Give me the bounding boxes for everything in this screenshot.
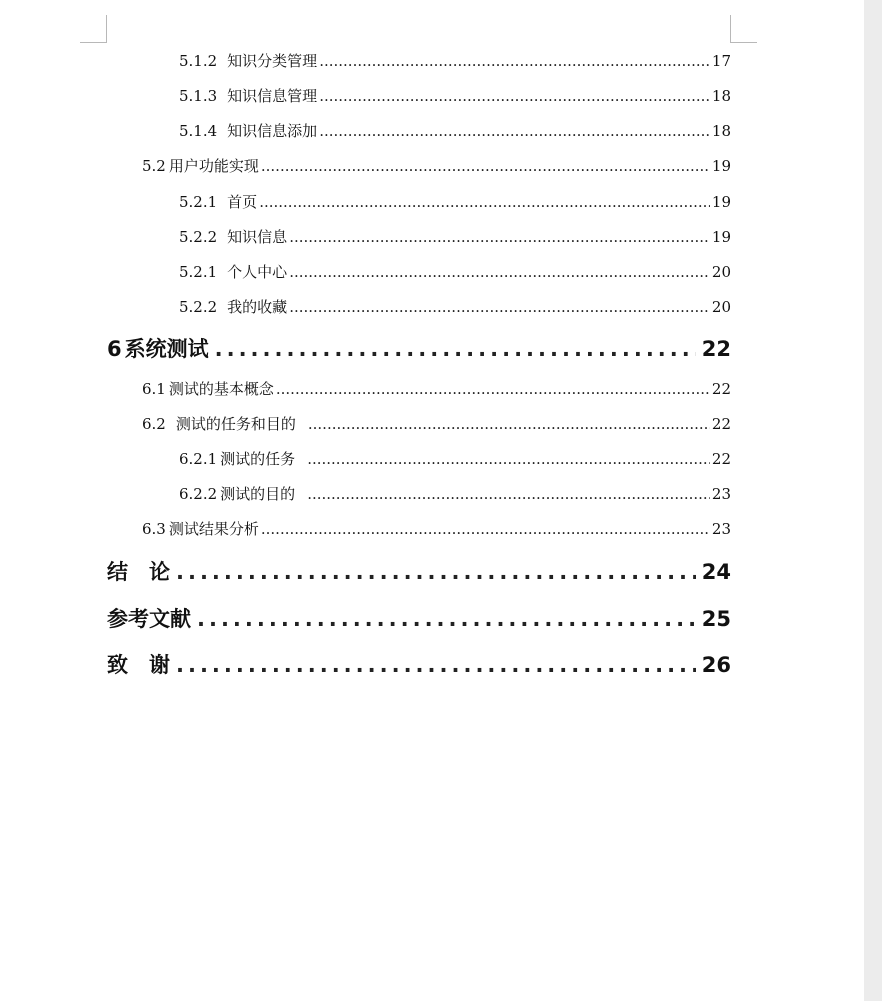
toc-leader-dots xyxy=(276,380,710,398)
toc-page-number: 24 xyxy=(701,560,731,584)
toc-entry-title: 知识信息 xyxy=(227,228,288,246)
toc-leader-dots xyxy=(259,193,710,211)
toc-page-number: 23 xyxy=(711,485,731,503)
toc-leader-dots xyxy=(319,52,710,70)
toc-entry-title: 测试的任务 xyxy=(220,450,296,468)
toc-entry[interactable] xyxy=(142,518,731,539)
toc-entry[interactable] xyxy=(179,120,731,141)
toc-page-number: 26 xyxy=(701,653,731,677)
toc-entry[interactable] xyxy=(142,378,731,399)
crop-mark-top-left xyxy=(80,42,107,43)
toc-page-number: 19 xyxy=(711,193,731,211)
toc-leader-dots xyxy=(307,450,710,468)
toc-entry[interactable] xyxy=(179,85,731,106)
toc-entry-title: 用户功能实现 xyxy=(168,157,259,175)
toc-leader-dots xyxy=(176,653,696,677)
toc-entry[interactable] xyxy=(179,50,731,71)
scroll-gutter xyxy=(864,0,882,1001)
toc-page-number: 20 xyxy=(711,263,731,281)
toc-entry-number: 6.2.1 xyxy=(179,450,218,468)
toc-entry-number: 5.2.1 xyxy=(179,193,218,211)
toc-page-number: 18 xyxy=(711,87,731,105)
toc-leader-dots xyxy=(261,520,710,538)
toc-entry-number: 6.3 xyxy=(142,520,166,538)
toc-leader-dots xyxy=(319,87,710,105)
toc-leader-dots xyxy=(176,560,696,584)
toc-entry-number: 5.2 xyxy=(142,157,166,175)
toc-entry-title: 知识分类管理 xyxy=(227,52,318,70)
toc-entry-title: 结 论 xyxy=(107,560,170,584)
crop-mark-top-left xyxy=(106,15,107,42)
toc-chapter-entry[interactable] xyxy=(107,649,731,679)
crop-mark-top-right xyxy=(730,42,757,43)
toc-entry-number: 5.2.2 xyxy=(179,228,218,246)
crop-mark-top-right xyxy=(730,15,731,42)
toc-entry-title: 测试的目的 xyxy=(220,485,296,503)
toc-entry-title: 测试结果分析 xyxy=(168,520,259,538)
toc-entry-number: 6 xyxy=(107,337,122,361)
toc-page-number: 19 xyxy=(711,228,731,246)
toc-entry[interactable] xyxy=(179,191,731,212)
toc-page-number: 23 xyxy=(711,520,731,538)
toc-chapter-entry[interactable] xyxy=(107,333,731,363)
toc-entry[interactable] xyxy=(179,448,731,469)
toc-entry[interactable] xyxy=(142,155,731,176)
toc-entry-title: 知识信息添加 xyxy=(227,122,318,140)
toc-entry-title: 知识信息管理 xyxy=(227,87,318,105)
toc-entry[interactable] xyxy=(142,413,731,434)
toc-entry-title: 系统测试 xyxy=(124,337,209,361)
toc-leader-dots xyxy=(261,157,710,175)
toc-page-number: 17 xyxy=(711,52,731,70)
toc-chapter-entry[interactable] xyxy=(107,603,731,633)
toc-leader-dots xyxy=(289,298,710,316)
toc-entry[interactable] xyxy=(179,261,731,282)
toc-entry-title: 参考文献 xyxy=(107,607,191,631)
toc-entry-title: 致 谢 xyxy=(107,653,170,677)
toc-page-number: 22 xyxy=(711,450,731,468)
toc-entry[interactable] xyxy=(179,483,731,504)
toc-leader-dots xyxy=(197,607,696,631)
toc-page-number: 20 xyxy=(711,298,731,316)
toc-entry-number: 5.2.1 xyxy=(179,263,218,281)
toc-page-number: 22 xyxy=(711,380,731,398)
toc-entry-number: 5.1.3 xyxy=(179,87,218,105)
toc-entry-title: 我的收藏 xyxy=(227,298,288,316)
toc-chapter-entry[interactable] xyxy=(107,556,731,586)
toc-entry-number: 5.1.4 xyxy=(179,122,218,140)
toc-page-number: 22 xyxy=(701,337,731,361)
toc-leader-dots xyxy=(215,337,696,361)
toc-leader-dots xyxy=(289,263,710,281)
toc-entry-number: 5.2.2 xyxy=(179,298,218,316)
toc-page-number: 22 xyxy=(711,415,731,433)
toc-entry-title: 测试的任务和目的 xyxy=(175,415,296,433)
toc-page-number: 18 xyxy=(711,122,731,140)
toc-entry-number: 6.1 xyxy=(142,380,166,398)
toc-leader-dots xyxy=(308,415,710,433)
toc-entry[interactable] xyxy=(179,296,731,317)
toc-entry-title: 测试的基本概念 xyxy=(168,380,274,398)
toc-leader-dots xyxy=(307,485,710,503)
toc-entry-title: 首页 xyxy=(227,193,258,211)
toc-leader-dots xyxy=(289,228,710,246)
toc-page-number: 25 xyxy=(701,607,731,631)
toc-entry-number: 6.2 xyxy=(142,415,166,433)
toc-entry-number: 6.2.2 xyxy=(179,485,218,503)
toc-page-number: 19 xyxy=(711,157,731,175)
toc-entry[interactable] xyxy=(179,226,731,247)
toc-entry-title: 个人中心 xyxy=(227,263,288,281)
toc-entry-number: 5.1.2 xyxy=(179,52,218,70)
toc-leader-dots xyxy=(319,122,710,140)
